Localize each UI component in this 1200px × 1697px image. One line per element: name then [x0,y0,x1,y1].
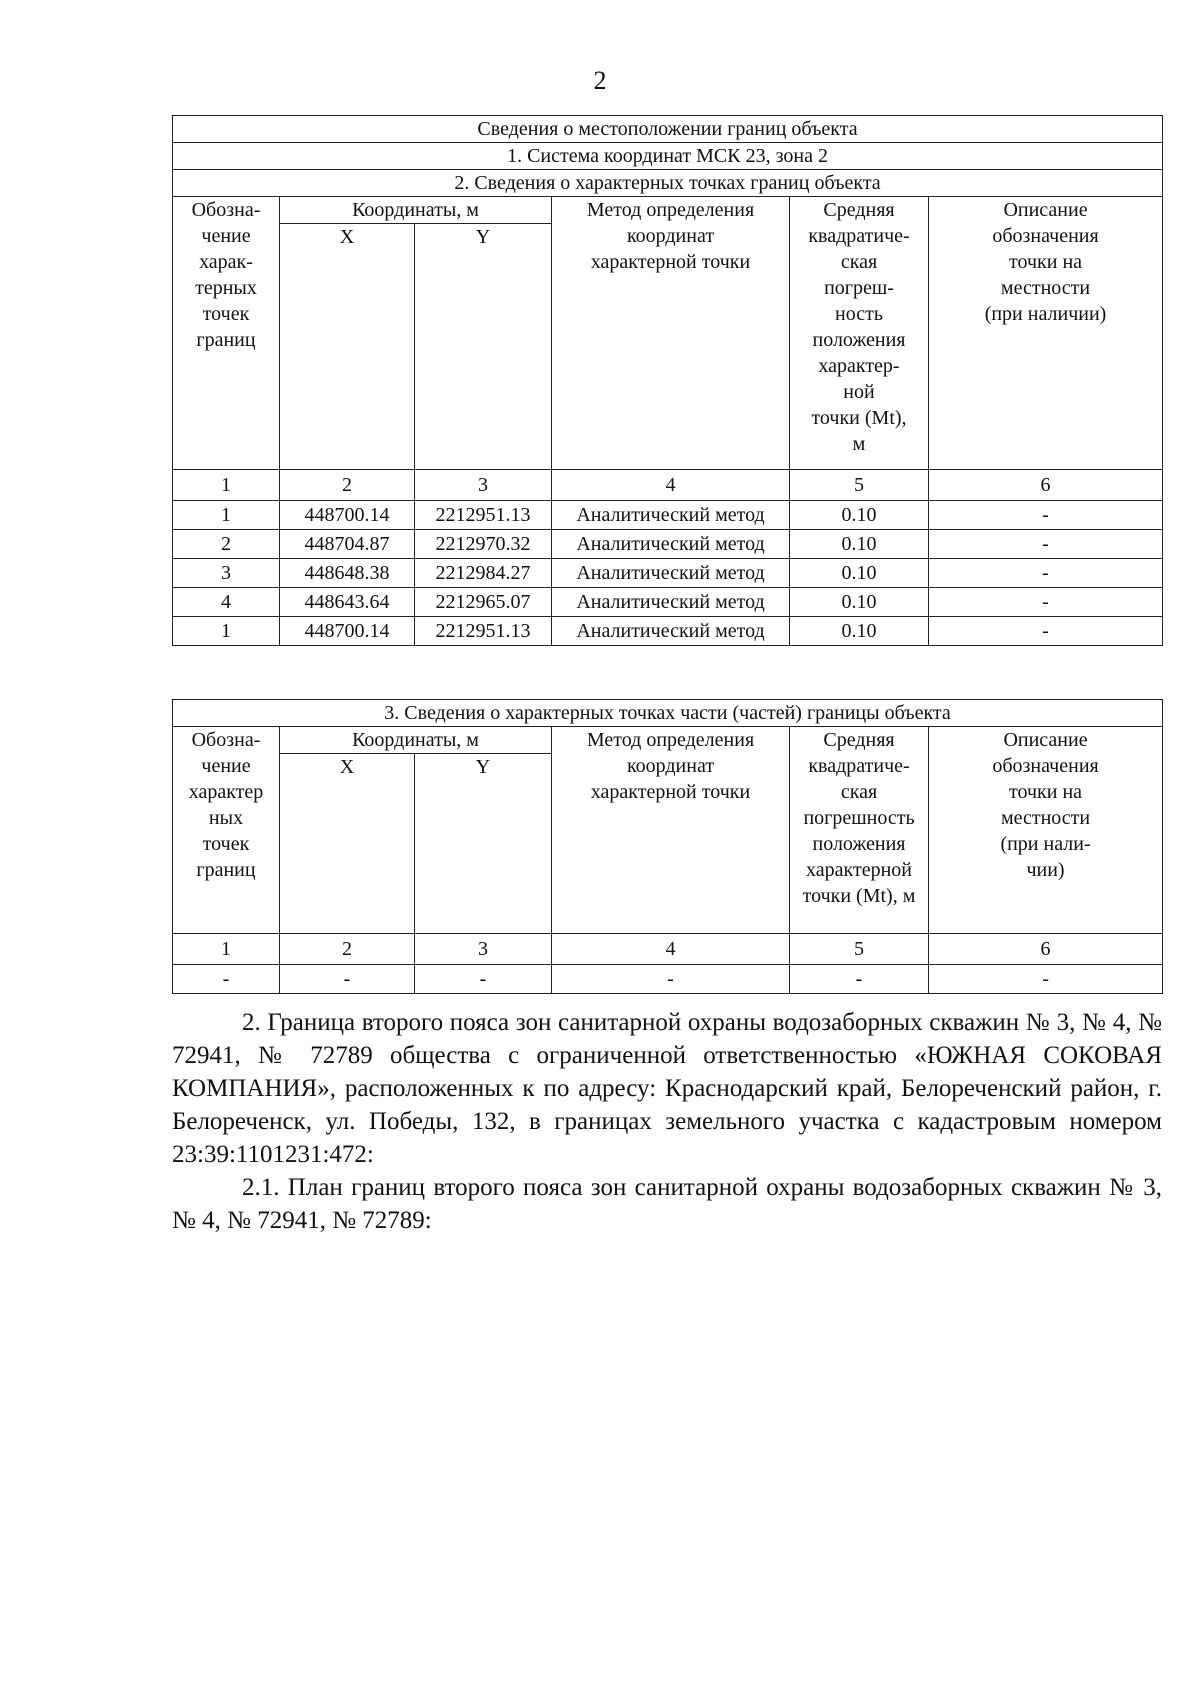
column-number: 2 [280,470,415,501]
table-title: Сведения о местоположении границ объекта [173,116,1163,143]
y-coordinate: 2212970.32 [415,530,552,559]
part-boundary-points-table [172,699,1163,994]
error-value: 0.10 [790,559,929,588]
x-coordinate: 448700.14 [280,501,415,530]
header-y: Y [415,224,552,470]
header-x: X [280,754,415,934]
y-coordinate: 2212965.07 [415,588,552,617]
coordinate-system-row: 1. Система координат МСК 23, зона 2 [173,143,1163,170]
y-coordinate: 2212951.13 [415,501,552,530]
method: Аналитический метод [552,559,790,588]
header-method: Метод определения координат характерной точки [552,727,790,934]
point-number: 4 [173,588,280,617]
column-number: 4 [552,934,790,965]
header-method: Метод определения координат характерной точки [552,197,790,470]
x-coordinate: 448643.64 [280,588,415,617]
column-number-row [173,470,1163,501]
x-coordinate: 448648.38 [280,559,415,588]
header-point-label: Обозна- чение характер ных точек границ [173,727,280,934]
method: Аналитический метод [552,530,790,559]
column-number: 3 [415,934,552,965]
point-number: 3 [173,559,280,588]
header-point-label: Обозна- чение харак- терных точек границ [173,197,280,470]
body-text [172,1006,1162,1237]
y-coordinate: 2212951.13 [415,617,552,646]
column-number: 2 [280,934,415,965]
table-row [173,501,1163,530]
method: Аналитический метод [552,501,790,530]
error-value: - [790,965,929,994]
point-number: - [173,965,280,994]
x-coordinate: - [280,965,415,994]
column-number: 6 [929,470,1163,501]
description: - [929,617,1163,646]
description: - [929,559,1163,588]
table-row [173,965,1163,994]
description: - [929,588,1163,617]
column-number: 1 [173,934,280,965]
description: - [929,530,1163,559]
point-number: 1 [173,617,280,646]
boundary-points-table [172,115,1163,646]
header-coordinates: Координаты, м [280,727,552,754]
column-number: 5 [790,470,929,501]
page-number: 2 [593,66,607,95]
header-y: Y [415,754,552,934]
column-number: 6 [929,934,1163,965]
x-coordinate: 448700.14 [280,617,415,646]
column-number-row [173,934,1163,965]
x-coordinate: 448704.87 [280,530,415,559]
column-number: 3 [415,470,552,501]
table-row [173,617,1163,646]
header-coordinates: Координаты, м [280,197,552,224]
description: - [929,501,1163,530]
header-error: Средняя квадратиче- ская погрешность положения характерной точки (Mt), м [790,727,929,934]
table-row [173,588,1163,617]
column-number: 5 [790,934,929,965]
section-heading-row: 2. Сведения о характерных точках границ объекта [173,170,1163,197]
header-x: X [280,224,415,470]
error-value: 0.10 [790,530,929,559]
y-coordinate: 2212984.27 [415,559,552,588]
header-description: Описание обозначения точки на местности (при нали- чии) [929,727,1163,934]
error-value: 0.10 [790,501,929,530]
method: - [552,965,790,994]
paragraph: 2.1. План границ второго пояса зон санитарной охраны водозаборных скважин № 3, № 4, № 72941, № 72789: [172,1174,1162,1234]
paragraph: 2. Граница второго пояса зон санитарной охраны водозаборных скважин № 3, № 4, № 72941, № 72789 общества с ограниченной ответственностью «ЮЖНАЯ СОКОВАЯ КОМПАНИЯ», расположенных к по адресу: Краснодарский край, Белореченский район, г. Белореченск, ул. Победы, 132, в границах земельного участка с кадастровым номером 23:39:1101231:472: [172,1009,1162,1168]
y-coordinate: - [415,965,552,994]
header-error: Средняя квадратиче- ская погреш- ность положения характер- ной точки (Mt), м [790,197,929,470]
method: Аналитический метод [552,617,790,646]
table-row [173,530,1163,559]
description: - [929,965,1163,994]
error-value: 0.10 [790,588,929,617]
error-value: 0.10 [790,617,929,646]
method: Аналитический метод [552,588,790,617]
section-heading-row: 3. Сведения о характерных точках части (частей) границы объекта [173,700,1163,727]
point-number: 1 [173,501,280,530]
column-number: 1 [173,470,280,501]
column-number: 4 [552,470,790,501]
point-number: 2 [173,530,280,559]
header-description: Описание обозначения точки на местности (при наличии) [929,197,1163,470]
table-row [173,559,1163,588]
